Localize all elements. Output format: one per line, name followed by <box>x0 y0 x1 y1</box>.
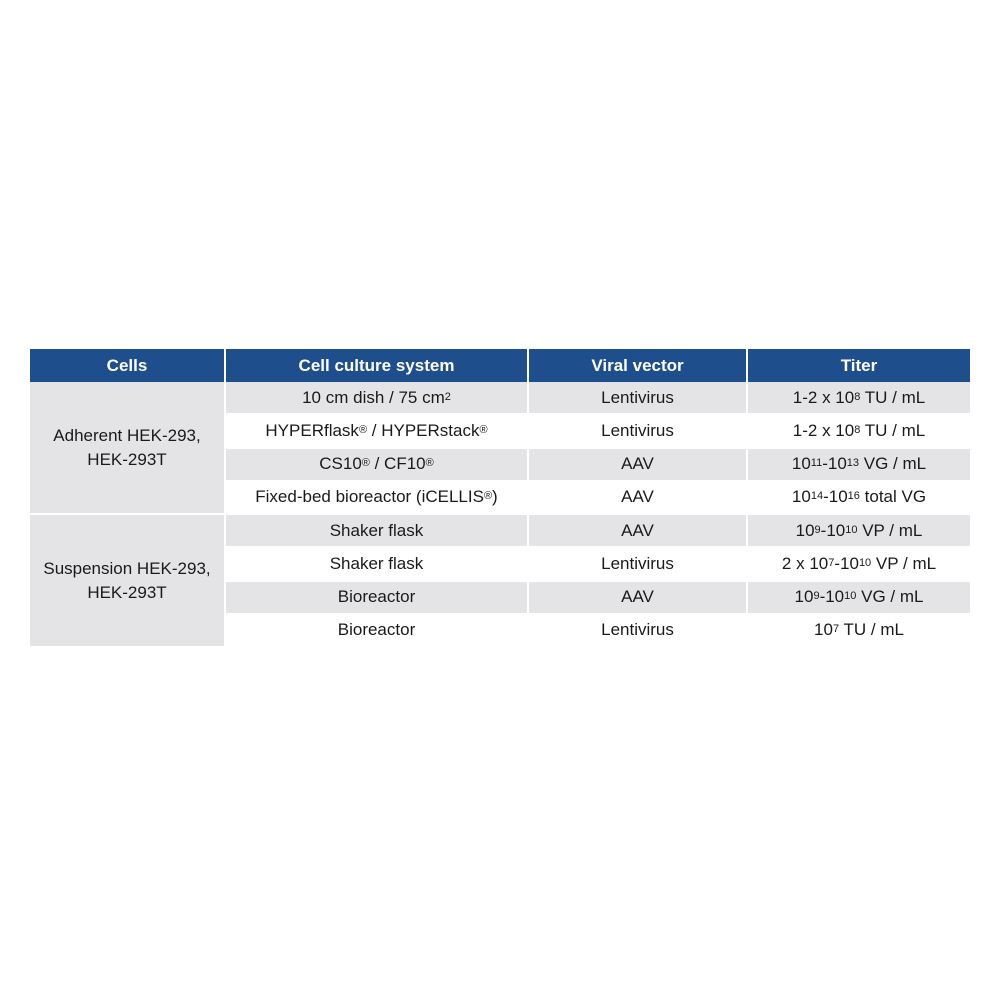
group-label-line1: Suspension HEK-293, <box>43 558 211 578</box>
group-adherent <box>30 382 224 515</box>
system-cell: Bioreactor <box>224 615 527 648</box>
titer-cell: 10 $^{11}$ -10 $^{13}$ VG / mL <box>746 449 970 482</box>
titer-cell: 10 $^9$ -10 $^{10}$ VG / mL <box>746 582 970 615</box>
group-suspension <box>30 515 224 648</box>
titer-cell: 1-2 x 10 $^8$ TU / mL <box>746 382 970 415</box>
header-cell-culture-system: Cell culture system <box>224 349 527 382</box>
vector-cell: Lentivirus <box>527 382 746 415</box>
header-titer: Titer <box>746 349 970 382</box>
header-viral-vector: Viral vector <box>527 349 746 382</box>
titer-cell: 10 $^9$ -10 $^{10}$ VP / mL <box>746 515 970 548</box>
group-label-line2: HEK-293T <box>87 582 167 602</box>
header-cells: Cells <box>30 349 224 382</box>
titer-cell: 2 x 10 $^7$ -10 $^{10}$ VP / mL <box>746 548 970 581</box>
titer-cell: 10 $^{14}$ -10 $^{16}$ total VG <box>746 482 970 515</box>
system-cell: Shaker flask <box>224 515 527 548</box>
vector-cell: AAV <box>527 449 746 482</box>
vector-cell: AAV <box>527 582 746 615</box>
system-cell: Bioreactor <box>224 582 527 615</box>
system-cell: Fixed-bed bioreactor (iCELLIS ® ) <box>224 482 527 515</box>
titer-cell: 1-2 x 10 $^8$ TU / mL <box>746 415 970 448</box>
vector-cell: AAV <box>527 482 746 515</box>
system-cell: Shaker flask <box>224 548 527 581</box>
system-cell: HYPERflask ® / HYPERstack ® <box>224 415 527 448</box>
vector-cell: Lentivirus <box>527 615 746 648</box>
system-cell: CS10 ® / CF10 ® <box>224 449 527 482</box>
vector-cell: Lentivirus <box>527 548 746 581</box>
vector-cell: AAV <box>527 515 746 548</box>
vector-cell: Lentivirus <box>527 415 746 448</box>
data-table <box>30 349 970 648</box>
group-label-line2: HEK-293T <box>87 449 167 469</box>
titer-cell: 10 $^7$ TU / mL <box>746 615 970 648</box>
group-label-line1: Adherent HEK-293, <box>53 425 201 445</box>
system-cell: 10 cm dish / 75 cm $^2$ <box>224 382 527 415</box>
